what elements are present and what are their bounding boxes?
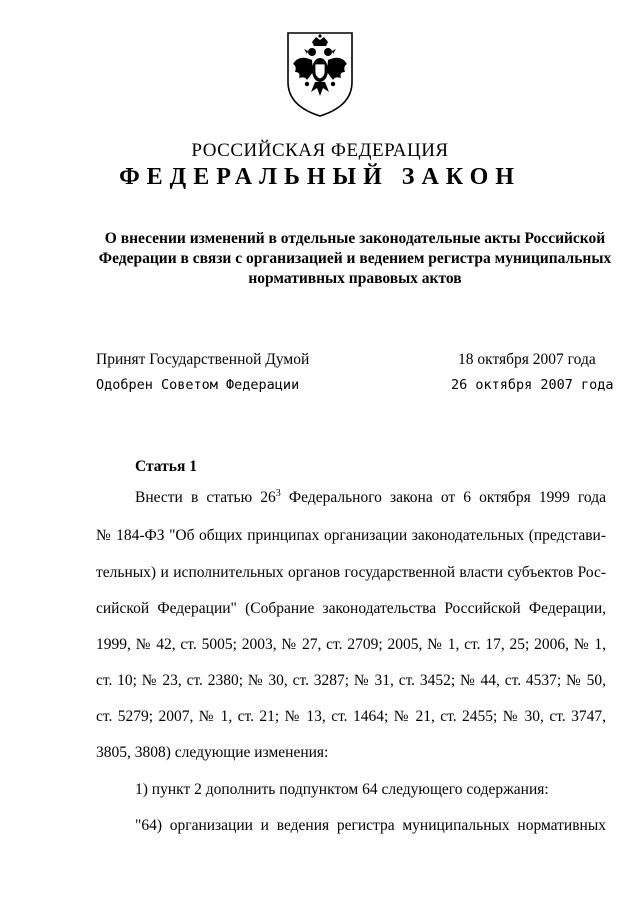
coat-of-arms-emblem xyxy=(285,30,355,118)
article-heading: Статья 1 xyxy=(135,458,197,475)
quoted-item-text: "64) организации и ведения регистра муниципальных нормативных xyxy=(135,817,606,834)
paragraph-line: ст. 5279; 2007, № 1, ст. 21; № 13, ст. 1464; № 21, ст. 2455; № 30, ст. 3747, xyxy=(96,708,606,725)
paragraph-line: 3805, 3808) следующие изменения: xyxy=(96,744,329,761)
article-paragraph-first-line xyxy=(135,489,606,507)
council-approval-date: 26 октября 2007 года xyxy=(451,377,614,393)
law-heading-line: Федерации в связи с организацией и ведением регистра муниципальных xyxy=(98,250,612,267)
country-name: РОССИЙСКАЯ ФЕДЕРАЦИЯ xyxy=(191,140,449,161)
paragraph-line: тельных) и исполнительных органов государственной власти субъектов Рос- xyxy=(96,564,606,581)
duma-adoption-date: 18 октября 2007 года xyxy=(458,351,596,368)
list-item: 1) пункт 2 дополнить подпунктом 64 следующего содержания: xyxy=(135,781,549,798)
paragraph-line: сийской Федерации" (Собрание законодательства Российской Федерации, xyxy=(96,600,606,617)
paragraph-text: Федерального закона от 6 октября 1999 года xyxy=(280,489,606,506)
superscript-number: 3 xyxy=(275,487,281,499)
paragraph-line: ст. 10; № 23, ст. 2380; № 30, ст. 3287; № 31, ст. 3452; № 44, ст. 4537; № 50, xyxy=(96,672,606,689)
paragraph-text: Внести в статью 26 xyxy=(135,489,276,506)
duma-adoption-label: Принят Государственной Думой xyxy=(96,351,310,368)
council-approval-label: Одобрен Советом Федерации xyxy=(96,377,300,393)
paragraph-line: 1999, № 42, ст. 5005; 2003, № 27, ст. 2709; 2005, № 1, ст. 17, 25; 2006, № 1, xyxy=(96,636,606,653)
law-heading-line: О внесении изменений в отдельные законодательные акты Российской xyxy=(104,230,606,247)
document-type-title: ФЕДЕРАЛЬНЫЙ ЗАКОН xyxy=(119,164,521,190)
paragraph-line: № 184-ФЗ "Об общих принципах организации законодательных (представи- xyxy=(96,527,606,544)
law-heading-line: нормативных правовых актов xyxy=(248,270,462,287)
law-heading xyxy=(90,229,620,289)
